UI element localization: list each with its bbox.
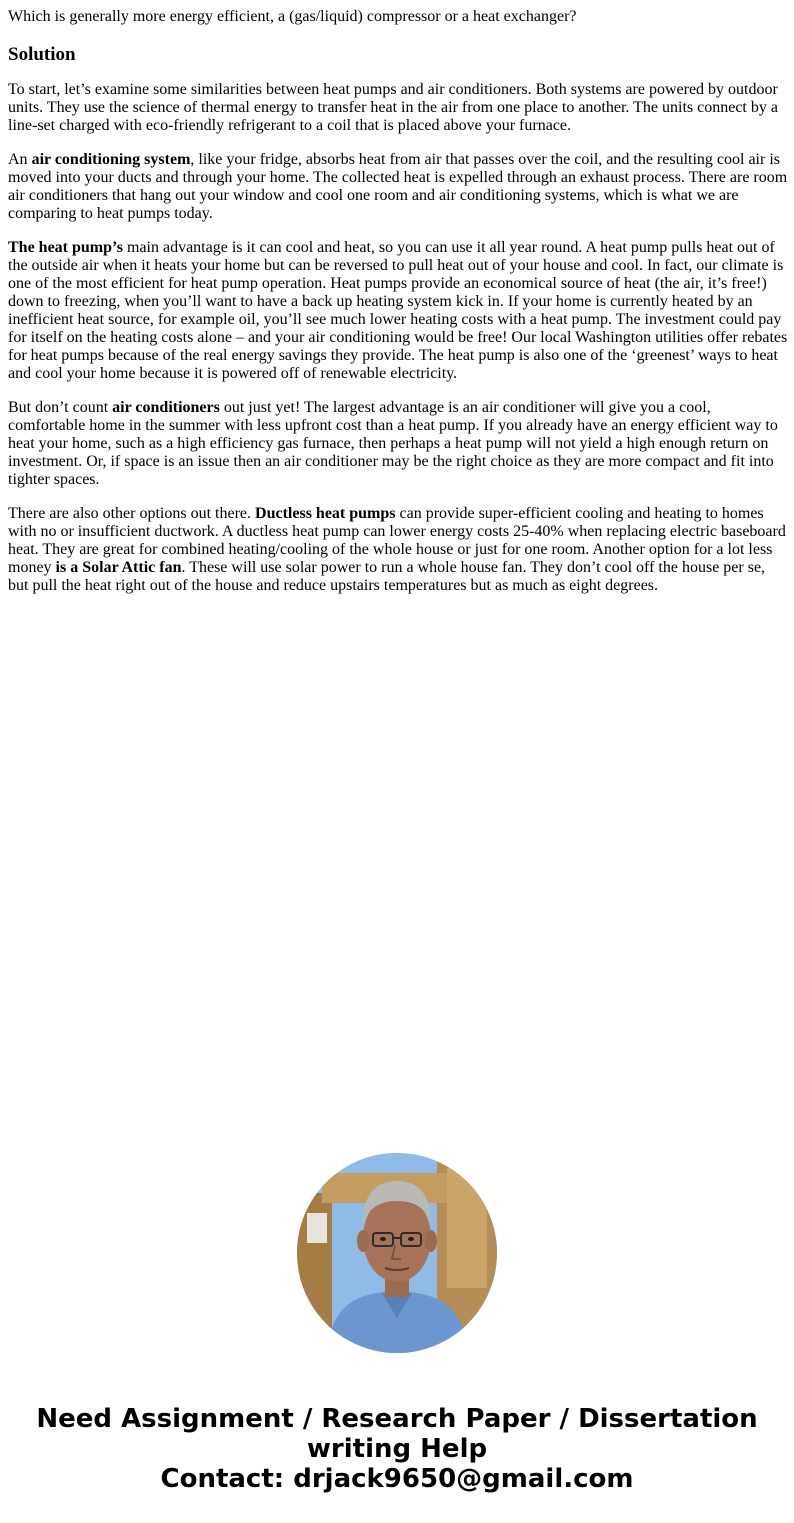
paragraph-similarities <box>8 81 788 135</box>
promo-contact: Contact: drjack9650@gmail.com <box>160 1464 634 1494</box>
author-portrait-photo <box>297 1153 497 1353</box>
paragraph-text: . These will use solar power to run a whole house fan. They don’t cool off the house per se, but pull the heat right out of the house and reduce upstairs temperatures but as much as eight degrees. <box>8 559 766 594</box>
bold-term: air conditioners <box>112 399 220 416</box>
paragraph-air-conditioners <box>8 399 788 489</box>
question-text: Which is generally more energy efficient, a (gas/liquid) compressor or a heat exchanger? <box>8 8 577 25</box>
solution-heading: Solution <box>8 44 76 65</box>
paragraph-text: To start, let’s examine some similarities between heat pumps and air conditioners. Both systems are powered by outdoor units. They use the science of thermal energy to transfer heat in the air from one place to another. The units connect by a line-set charged with eco-friendly refrigerant to a coil that is placed above your furnace. <box>8 81 778 134</box>
bold-term: air conditioning system <box>31 151 191 168</box>
paragraph-lead: There are also other options out there. <box>8 505 256 522</box>
paragraph-text: , like your fridge, absorbs heat from air that passes over the coil, and the resulting cool air is moved into your ducts and through your home. The collected heat is expelled through an exhaust process. There are room air conditioners that hang out your window and cool one room and air conditioning systems, which is what we are comparing to heat pumps today. <box>8 151 788 222</box>
paragraph-text: main advantage is it can cool and heat, so you can use it all year round. A heat pump pulls heat out of the outside air when it heats your home but can be reversed to pull heat out of your house and cool. In fact, our climate is one of the most efficient for heat pump operation. Heat pumps provide an economical source of heat (the air, it’s free!) down to freezing, when you’ll want to have a back up heating system kick in. If your home is currently heated by an inefficient heat source, for example oil, you’ll see much lower heating costs with a heat pump. The investment could pay for itself on the heating costs alone – and your air conditioning would be free! Our local Washington utilities offer rebates for heat pumps because of the real energy savings they provide. The heat pump is also one of the ‘greenest’ ways to heat and cool your home because it is powered off of renewable electricity. <box>8 239 788 382</box>
promo-banner <box>0 1404 794 1494</box>
bold-term: is a Solar Attic fan <box>55 559 182 576</box>
paragraph-text: can provide super-efficient cooling and heating to homes with no or insufficient ductwork. A ductless heat pump can lower energy costs 25-40% when replacing electric baseboard heat. They are great for combined heating/cooling of the whole house or just for one room. Another option for a lot less money <box>8 505 786 576</box>
paragraph-lead: An <box>8 151 32 168</box>
solution-article <box>8 8 788 611</box>
paragraph-text: out just yet! The largest advantage is an air conditioner will give you a cool, comfortable home in the summer with less upfront cost than a heat pump. If you already have an energy efficient way to heat your home, such as a high efficiency gas furnace, then perhaps a heat pump will not yield a high enough return on investment. Or, if space is an issue then an air conditioner may be the right choice as they are more compact and fit into tighter spaces. <box>8 399 778 488</box>
paragraph-air-conditioning <box>8 151 788 223</box>
bold-term: The heat pump’s <box>8 239 123 256</box>
bold-term: Ductless heat pumps <box>255 505 396 522</box>
promo-line: writing Help <box>306 1434 488 1464</box>
paragraph-other-options <box>8 505 788 595</box>
portrait-illustration <box>297 1153 497 1353</box>
paragraph-lead: But don’t count <box>8 399 113 416</box>
promo-line: Need Assignment / Research Paper / Dissertation <box>36 1404 758 1434</box>
paragraph-heat-pump <box>8 239 788 383</box>
